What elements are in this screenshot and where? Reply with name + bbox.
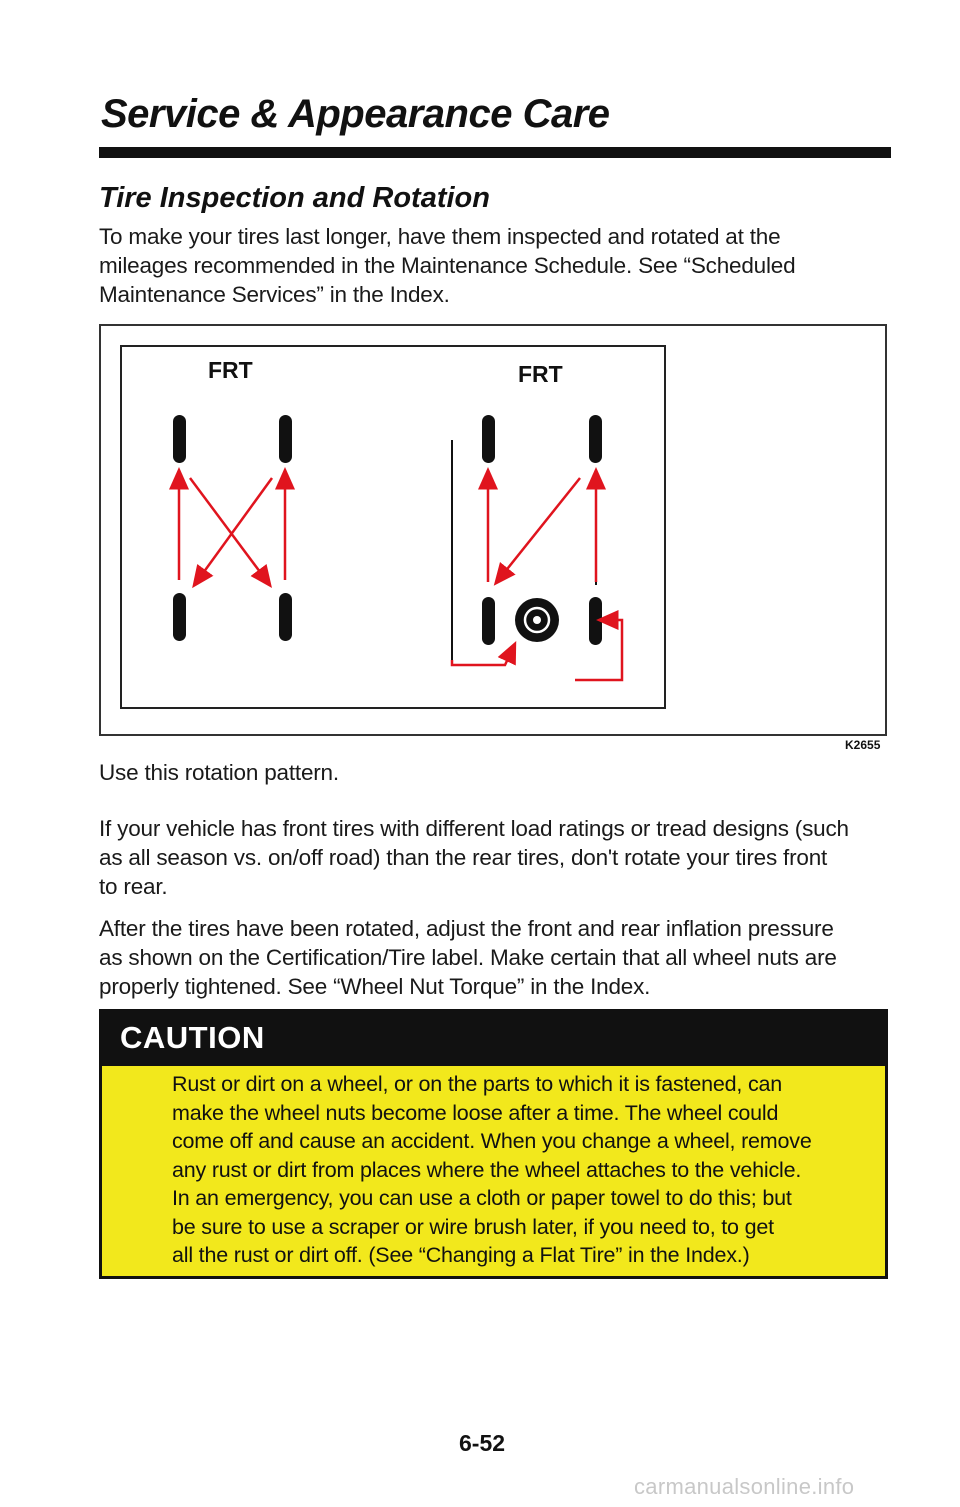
figure-caption: Use this rotation pattern. xyxy=(99,760,339,785)
caution-title: CAUTION xyxy=(120,1020,265,1055)
caution-header xyxy=(102,1012,885,1066)
front-label-right: FRT xyxy=(518,361,563,387)
paragraph-line: as shown on the Certification/Tire label. Make certain that all wheel nuts are xyxy=(99,945,837,970)
caution-line: make the wheel nuts become loose after a time. The wheel could xyxy=(172,1100,779,1125)
caution-line: any rust or dirt from places where the wheel attaches to the vehicle. xyxy=(172,1157,802,1182)
paragraph-line: properly tightened. See “Wheel Nut Torque” in the Index. xyxy=(99,974,651,999)
intro-line: Maintenance Services” in the Index. xyxy=(99,282,450,307)
rotation-diagram-panel xyxy=(120,345,666,709)
caution-line: all the rust or dirt off. (See “Changing a Flat Tire” in the Index.) xyxy=(172,1243,750,1267)
section-title: Service & Appearance Care xyxy=(101,92,610,136)
front-label-left: FRT xyxy=(208,357,253,383)
intro-paragraph xyxy=(99,222,899,309)
caution-line: In an emergency, you can use a cloth or paper towel to do this; but xyxy=(172,1186,792,1210)
caution-line: Rust or dirt on a wheel, or on the parts to which it is fastened, can xyxy=(172,1072,783,1096)
figure-bottom-rule xyxy=(99,734,887,736)
paragraph-line: If your vehicle has front tires with different load ratings or tread designs (such xyxy=(99,816,849,841)
paragraph-line: After the tires have been rotated, adjust the front and rear inflation pressure xyxy=(99,916,834,941)
watermark-text: carmanualsonline.info xyxy=(634,1474,855,1499)
figure-code: K2655 xyxy=(845,738,881,752)
caution-text xyxy=(172,1070,872,1270)
caution-line: be sure to use a scraper or wire brush later, if you need to, to get xyxy=(172,1214,774,1239)
section-rule xyxy=(99,147,891,158)
paragraph-line: as all season vs. on/off road) than the rear tires, don't rotate your tires front xyxy=(99,845,828,870)
page-number: 6-52 xyxy=(459,1430,506,1456)
caution-box xyxy=(99,1009,888,1279)
paragraph-line: to rear. xyxy=(99,874,168,899)
inflation-paragraph xyxy=(99,914,899,1001)
intro-line: To make your tires last longer, have them inspected and rotated at the xyxy=(99,224,781,249)
tire-rotation-heading: Tire Inspection and Rotation xyxy=(99,182,490,214)
load-rating-paragraph xyxy=(99,814,899,901)
intro-line: mileages recommended in the Maintenance Schedule. See “Scheduled xyxy=(99,253,796,278)
caution-line: come off and cause an accident. When you change a wheel, remove xyxy=(172,1129,812,1153)
